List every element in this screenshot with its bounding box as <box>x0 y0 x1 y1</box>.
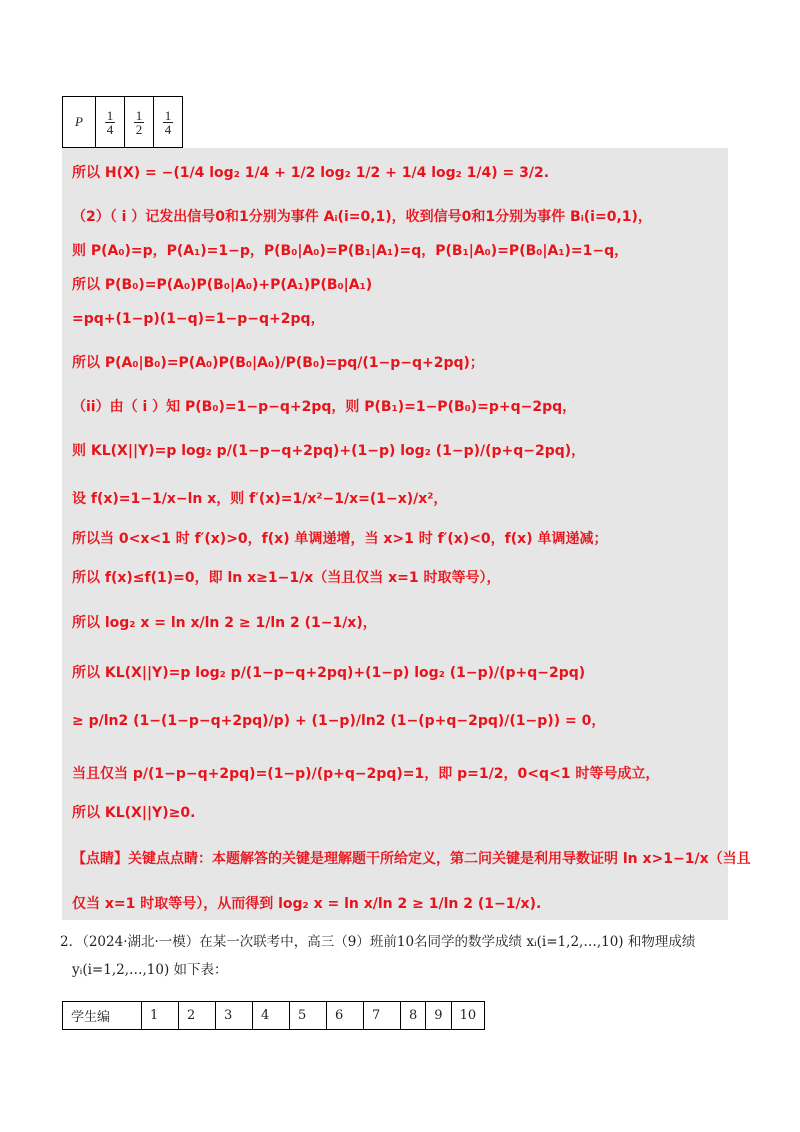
solution-line: 则 P(A₀)=p，P(A₁)=1−p，P(B₀|A₀)=P(B₁|A₁)=q，P(B₁|A₀)=P(B₀|A₁)=1−q， <box>72 243 629 259</box>
student-number: 1 <box>142 1002 179 1030</box>
student-number: 6 <box>327 1002 364 1030</box>
solution-line: ≥ p/ln2 (1−(1−p−q+2pq)/p) + (1−p)/ln2 (1−(p+q−2pq)/(1−p)) = 0， <box>72 713 606 729</box>
prob-cell: $\frac{1}{4}$ <box>96 97 125 148</box>
prob-cell: $\frac{1}{2}$ <box>125 97 154 148</box>
solution-line: 设 f(x)=1−1/x−ln x，则 f′(x)=1/x²−1/x=(1−x)/x²， <box>72 491 448 507</box>
solution-line: 所以 f(x)≤f(1)=0，即 ln x≥1−1/x（当且仅当 x=1 时取等号）， <box>72 570 501 586</box>
solution-line: （2）（ i ）记发出信号0和1分别为事件 Aᵢ(i=0,1)，收到信号0和1分别为事件 Bᵢ(i=0,1)， <box>72 209 652 225</box>
question-2-text: 2．（2024·湖北·一模）在某一次联考中，高三（9）班前10名同学的数学成绩 xᵢ(i=1,2,…,10) 和物理成绩 <box>60 934 696 950</box>
student-number: 5 <box>290 1002 327 1030</box>
key-point-line: 【点睛】关键点点睛：本题解答的关键是理解题干所给定义，第二问关键是利用导数证明 ln x>1−1/x（当且 <box>72 851 751 867</box>
solution-line: 所以 KL(X||Y)=p log₂ p/(1−p−q+2pq)+(1−p) log₂ (1−p)/(p+q−2pq) <box>72 665 586 681</box>
student-number: 10 <box>451 1002 485 1030</box>
probability-table <box>62 96 183 148</box>
solution-line: 所以 log₂ x = ln x/ln 2 ≥ 1/ln 2 (1−1/x)， <box>72 615 377 631</box>
solution-line: 所以当 0<x<1 时 f′(x)>0，f(x) 单调递增，当 x>1 时 f′(x)<0，f(x) 单调递减； <box>72 531 608 547</box>
student-number: 9 <box>426 1002 451 1030</box>
student-number: 8 <box>401 1002 426 1030</box>
student-table-header: 学生编 <box>63 1002 142 1030</box>
student-table <box>62 1001 485 1030</box>
key-point-line: 仅当 x=1 时取等号），从而得到 log₂ x = ln x/ln 2 ≥ 1/ln 2 (1−1/x). <box>72 896 542 912</box>
prob-label-cell: P <box>63 97 96 148</box>
solution-line: 所以 P(A₀|B₀)=P(A₀)P(B₀|A₀)/P(B₀)=pq/(1−p−q+2pq)； <box>72 355 484 371</box>
student-number: 3 <box>216 1002 253 1030</box>
solution-line: 所以 KL(X||Y)≥0. <box>72 805 196 821</box>
student-number: 7 <box>364 1002 401 1030</box>
prob-cell: $\frac{1}{4}$ <box>154 97 183 148</box>
question-2-text-cont: yᵢ(i=1,2,…,10) 如下表： <box>72 962 228 978</box>
solution-line: =pq+(1−p)(1−q)=1−p−q+2pq， <box>72 311 325 327</box>
solution-line: 当且仅当 p/(1−p−q+2pq)=(1−p)/(p+q−2pq)=1，即 p=1/2，0<q<1 时等号成立， <box>72 766 660 782</box>
solution-line: （ii）由（ i ）知 P(B₀)=1−p−q+2pq，则 P(B₁)=1−P(B₀)=p+q−2pq， <box>72 399 577 415</box>
student-number: 2 <box>179 1002 216 1030</box>
entropy-line: 所以 H(X) = −(1/4 log₂ 1/4 + 1/2 log₂ 1/2 + 1/4 log₂ 1/4) = 3/2. <box>72 165 550 181</box>
solution-line: 则 KL(X||Y)=p log₂ p/(1−p−q+2pq)+(1−p) log₂ (1−p)/(p+q−2pq)， <box>72 443 586 459</box>
student-number: 4 <box>253 1002 290 1030</box>
solution-line: 所以 P(B₀)=P(A₀)P(B₀|A₀)+P(A₁)P(B₀|A₁) <box>72 277 373 293</box>
